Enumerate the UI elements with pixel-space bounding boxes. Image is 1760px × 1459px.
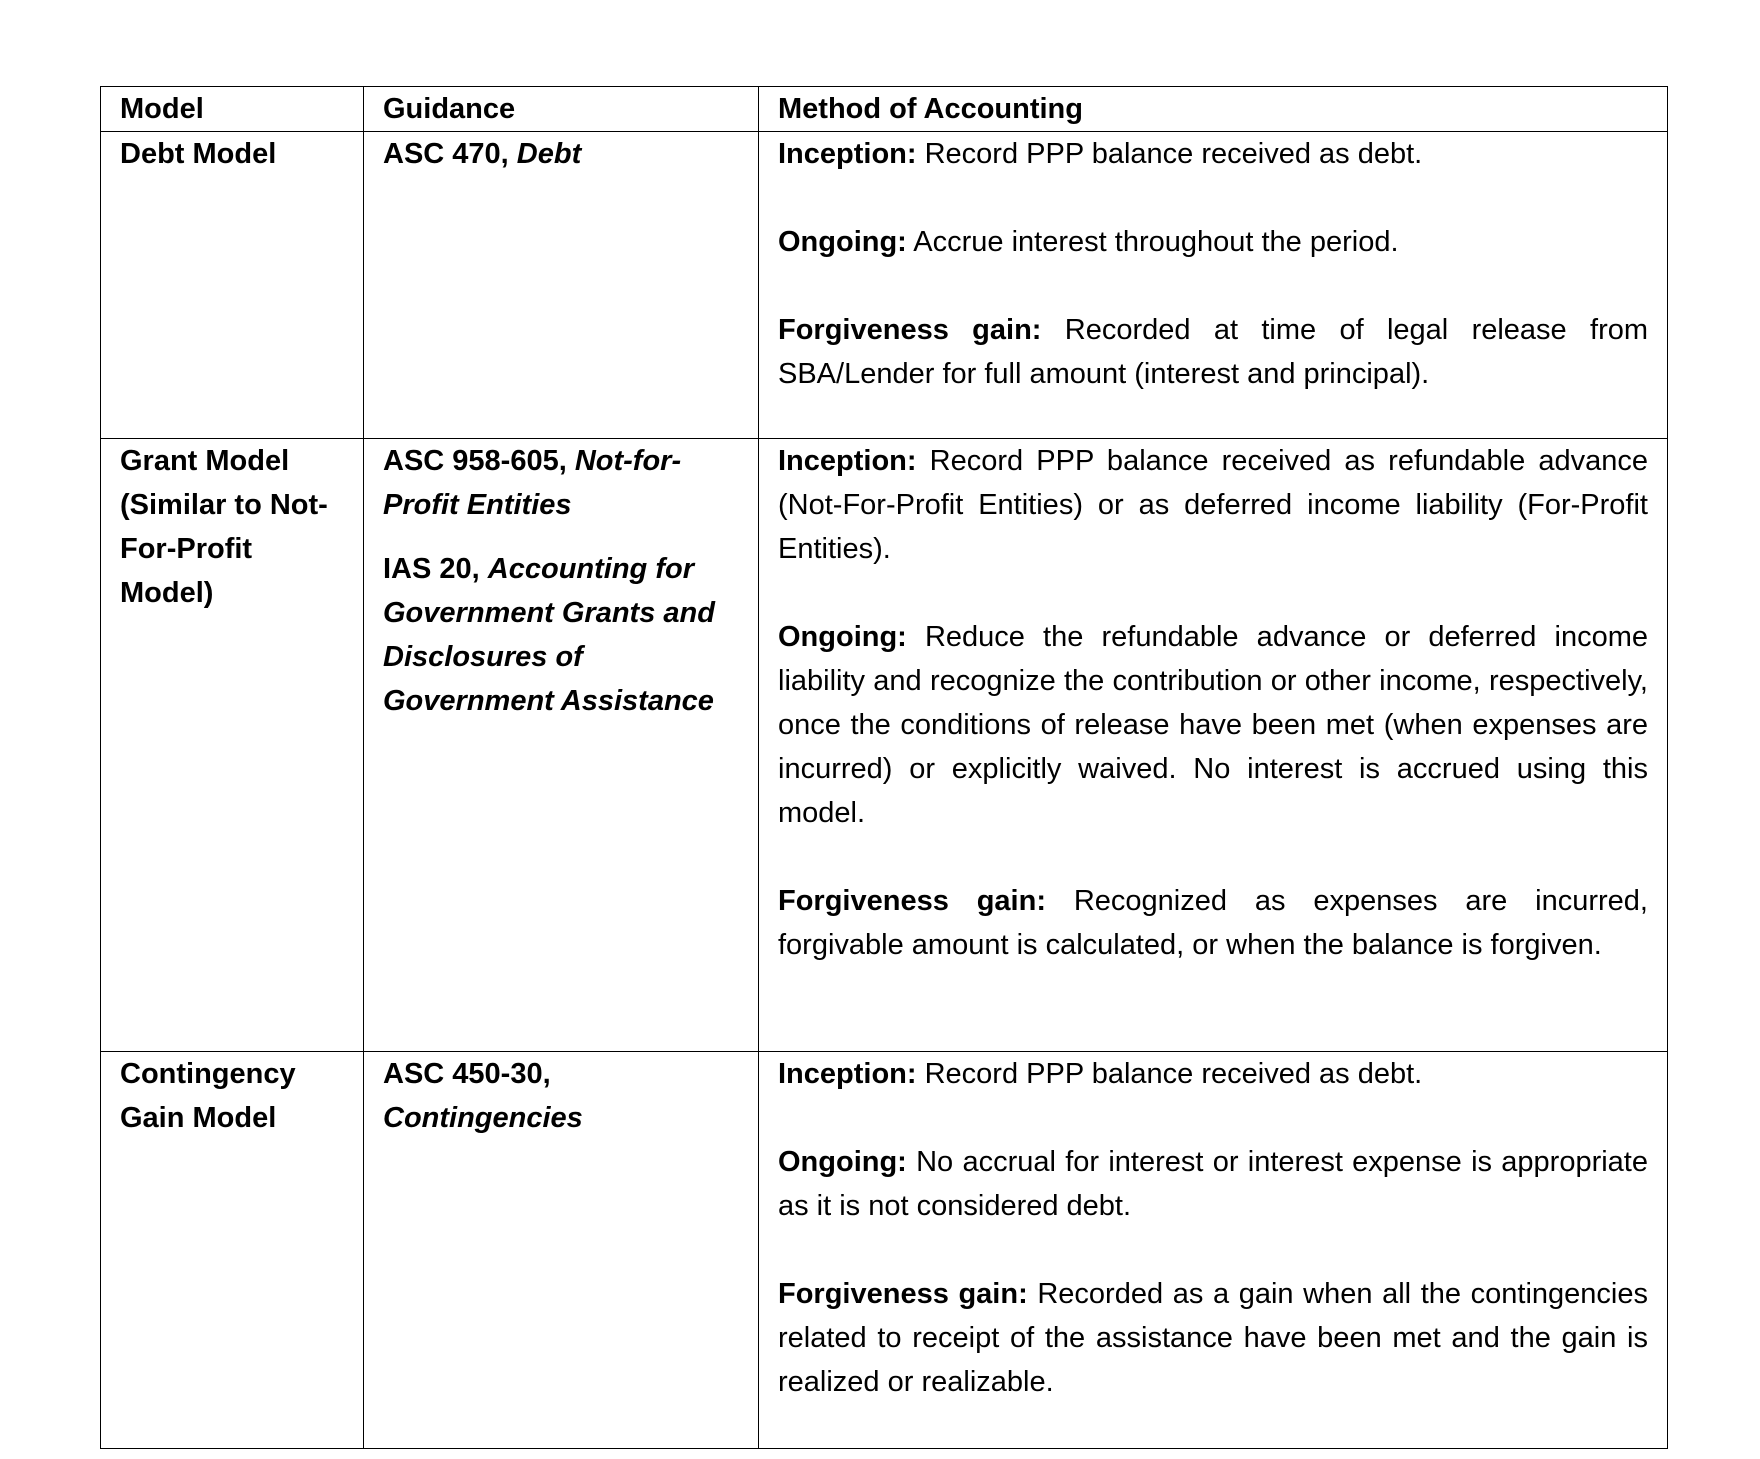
method-cell bbox=[759, 132, 1668, 439]
guidance-code: IAS 20, bbox=[383, 553, 488, 585]
model-name: Debt Model bbox=[120, 138, 277, 170]
guidance-cell bbox=[364, 1052, 759, 1449]
method-label: Inception: bbox=[778, 138, 917, 170]
guidance-cell bbox=[364, 132, 759, 439]
model-cell bbox=[101, 1052, 364, 1449]
method-text: Record PPP balance received as debt. bbox=[916, 138, 1423, 170]
method-text: Recorded as a gain when all the contingencies related to receipt of the assistance have been met and the gain is realized or realizable. bbox=[778, 1278, 1648, 1398]
method-label: Ongoing: bbox=[778, 226, 907, 258]
guidance-title: Debt bbox=[516, 138, 582, 170]
accounting-models-table bbox=[100, 86, 1668, 1449]
header-method: Method of Accounting bbox=[759, 87, 1668, 132]
guidance-title: Contingencies bbox=[383, 1102, 583, 1134]
method-ongoing bbox=[778, 220, 1648, 264]
method-inception bbox=[778, 132, 1648, 176]
method-label: Inception: bbox=[778, 445, 917, 477]
method-label: Inception: bbox=[778, 1058, 917, 1090]
method-forgiveness-gain bbox=[778, 879, 1648, 967]
guidance-reference bbox=[383, 132, 739, 176]
method-inception bbox=[778, 1052, 1648, 1096]
method-text: Record PPP balance received as debt. bbox=[916, 1058, 1423, 1090]
guidance-reference bbox=[383, 439, 739, 527]
method-label: Forgiveness gain: bbox=[778, 1278, 1028, 1310]
header-guidance: Guidance bbox=[364, 87, 759, 132]
method-label: Ongoing: bbox=[778, 621, 907, 653]
table-row-debt-model bbox=[101, 132, 1668, 439]
method-text: Record PPP balance received as refundable advance (Not-For-Profit Entities) or as deferred income liability (For-Profit Entities). bbox=[778, 445, 1648, 565]
method-ongoing bbox=[778, 615, 1648, 835]
method-text: Reduce the refundable advance or deferred income liability and recognize the contribution or other income, respectively, once the conditions of release have been met (when expenses are incurred) or explicitly waived. No interest is accrued using this model. bbox=[778, 621, 1648, 829]
table-header-row bbox=[101, 87, 1668, 132]
method-text: Recorded at time of legal release from SBA/Lender for full amount (interest and principal). bbox=[778, 314, 1649, 390]
method-text: Recognized as expenses are incurred, forgivable amount is calculated, or when the balance is forgiven. bbox=[778, 885, 1648, 961]
method-inception bbox=[778, 439, 1648, 571]
model-name: Contingency Gain Model bbox=[120, 1058, 296, 1134]
method-cell bbox=[759, 1052, 1668, 1449]
method-cell bbox=[759, 439, 1668, 1052]
model-cell bbox=[101, 439, 364, 1052]
method-forgiveness-gain bbox=[778, 1272, 1648, 1404]
guidance-reference bbox=[383, 547, 739, 723]
method-forgiveness-gain bbox=[778, 308, 1648, 396]
method-ongoing bbox=[778, 1140, 1648, 1228]
guidance-cell bbox=[364, 439, 759, 1052]
guidance-code: ASC 450-30, bbox=[383, 1058, 551, 1090]
guidance-title: Accounting for Government Grants and Disclosures of Government Assistance bbox=[383, 553, 715, 717]
guidance-code: ASC 958-605, bbox=[383, 445, 575, 477]
guidance-code: ASC 470, bbox=[383, 138, 517, 170]
model-cell bbox=[101, 132, 364, 439]
table-row-grant-model bbox=[101, 439, 1668, 1052]
method-text: No accrual for interest or interest expense is appropriate as it is not considered debt. bbox=[778, 1146, 1648, 1222]
guidance-title: Not-for-Profit Entities bbox=[383, 445, 682, 521]
table-row-contingency-gain-model bbox=[101, 1052, 1668, 1449]
header-model: Model bbox=[101, 87, 364, 132]
method-label: Ongoing: bbox=[778, 1146, 907, 1178]
method-label: Forgiveness gain: bbox=[778, 314, 1042, 346]
guidance-reference bbox=[383, 1052, 739, 1140]
method-text: Accrue interest throughout the period. bbox=[906, 226, 1399, 258]
method-label: Forgiveness gain: bbox=[778, 885, 1046, 917]
model-name: Grant Model (Similar to Not-For-Profit Model) bbox=[120, 445, 328, 609]
